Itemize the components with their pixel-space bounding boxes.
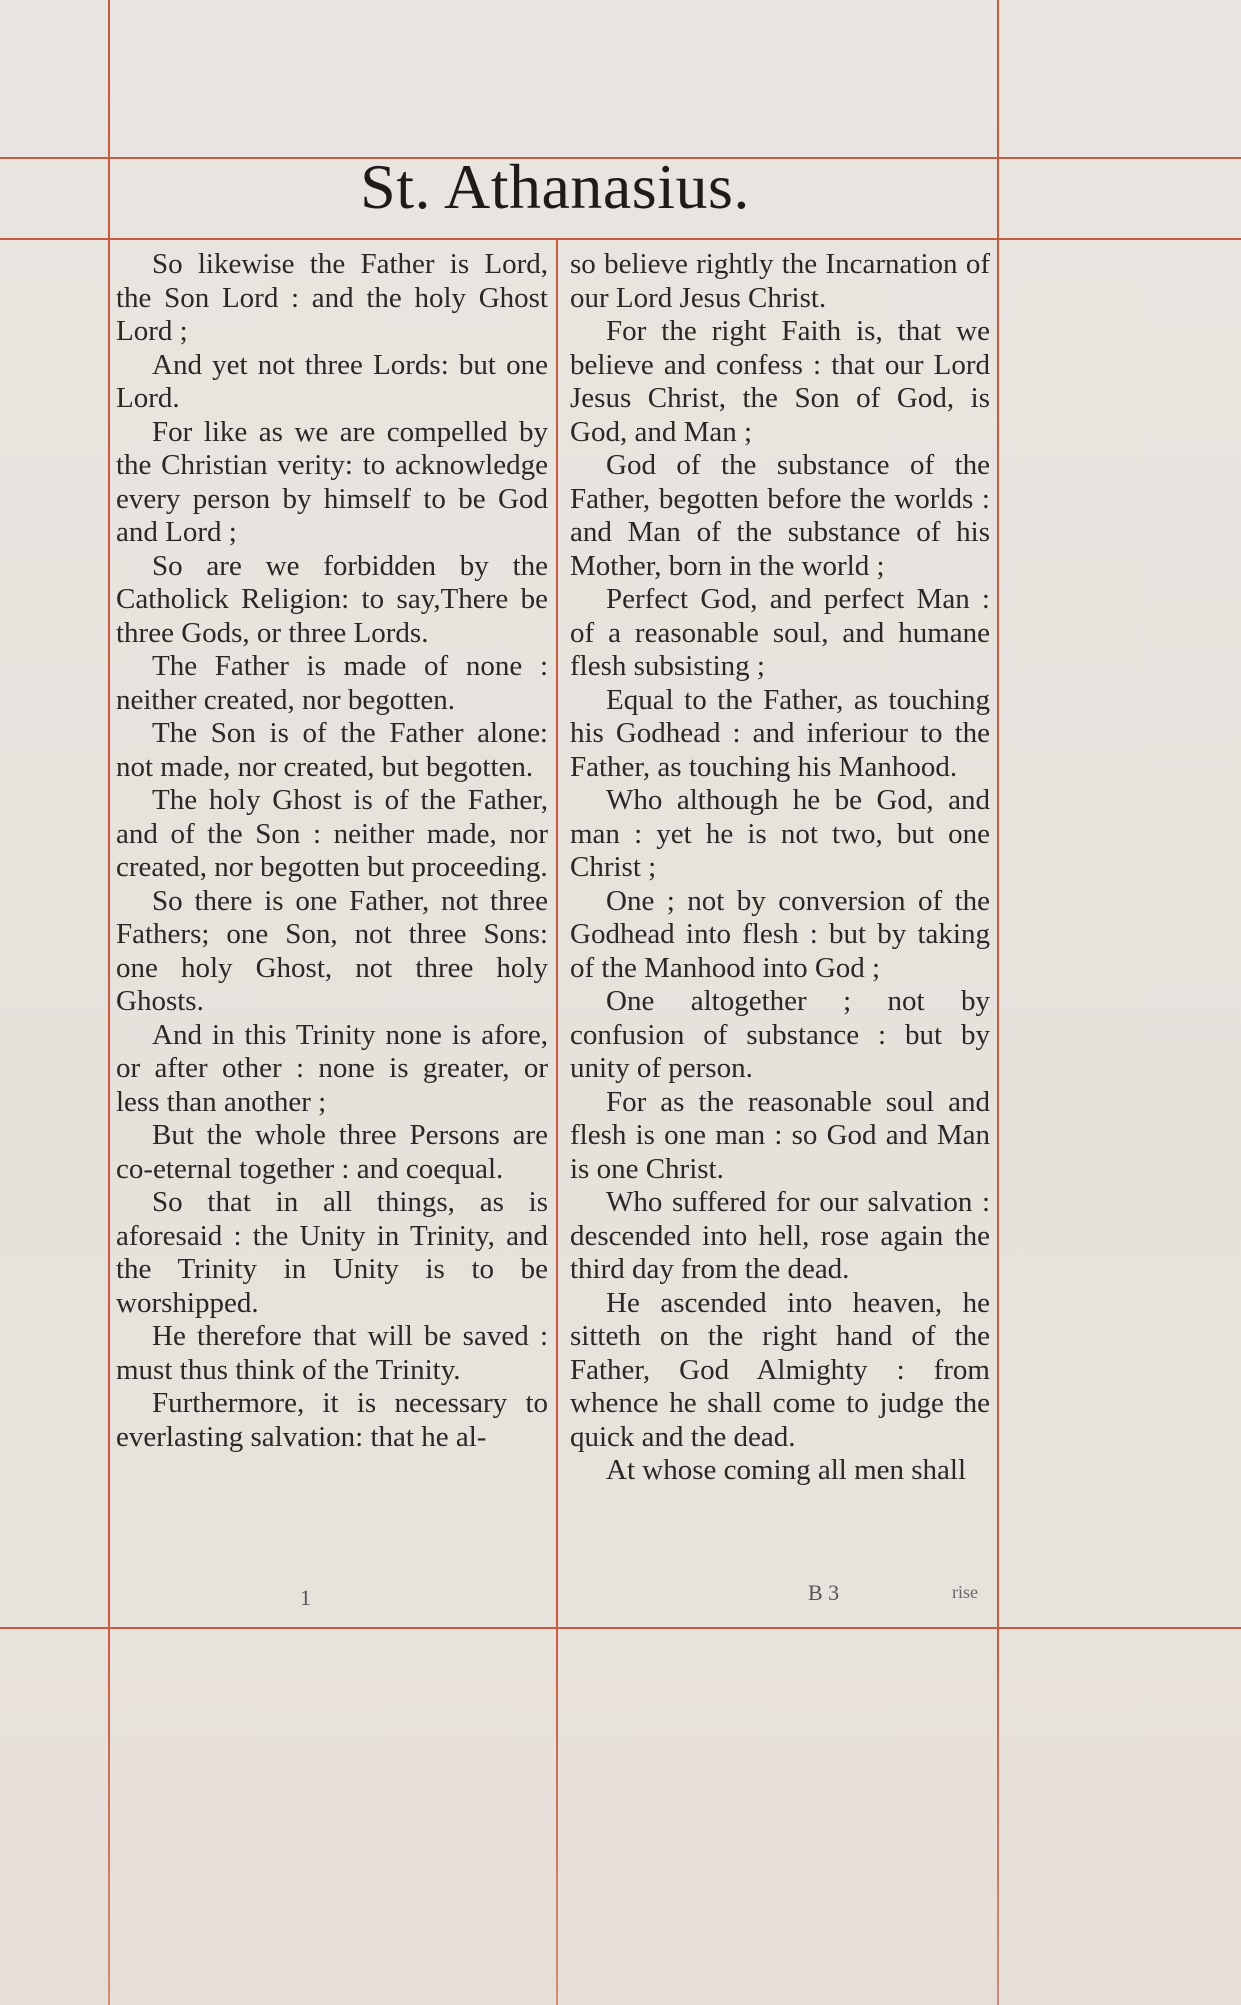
paragraph: One altogether ; not by confusion of substance : but by unity of person. bbox=[570, 985, 990, 1084]
paragraph: Furthermore, it is necessary to everlasting salvation: that he al- bbox=[116, 1387, 548, 1453]
catchword: rise bbox=[952, 1582, 978, 1602]
paragraph: God of the substance of the Father, begotten before the worlds : and Man of the substance of his Mother, born in the world ; bbox=[570, 449, 990, 582]
page-title: St. Athanasius. bbox=[360, 151, 750, 222]
paragraph: The Son is of the Father alone: not made, nor created, but begotten. bbox=[116, 717, 548, 783]
footer-mark: 1 bbox=[300, 1585, 311, 1610]
paragraph: At whose coming all men shall bbox=[606, 1454, 967, 1486]
paragraph: One ; not by conversion of the Godhead into flesh : but by taking of the Manhood into God ; bbox=[570, 884, 990, 984]
paragraph: So there is one Father, not three Fathers; one Son, not three Sons: one holy Ghost, not three holy Ghosts. bbox=[116, 884, 548, 1017]
paragraph: The holy Ghost is of the Father, and of the Son : neither made, nor created, nor begotten but proceeding. bbox=[116, 784, 548, 883]
paragraph: And in this Trinity none is afore, or after other : none is greater, or less than another ; bbox=[116, 1018, 548, 1118]
paragraph: So that in all things, as is aforesaid : the Unity in Trinity, and the Trinity in Unity is to be worshipped. bbox=[116, 1186, 548, 1319]
paragraph: And yet not three Lords: but one Lord. bbox=[116, 348, 548, 414]
paragraph: He ascended into heaven, he sitteth on the right hand of the Father, God Almighty : from whence he shall come to judge the quick and the dead. bbox=[570, 1286, 990, 1453]
paragraph: Equal to the Father, as touching his Godhead : and inferiour to the Father, as touching his Manhood. bbox=[570, 683, 990, 783]
paragraph: For like as we are compelled by the Christian verity: to acknowledge every person by himself to be God and Lord ; bbox=[116, 415, 548, 548]
paragraph: The Father is made of none : neither created, nor begotten. bbox=[116, 650, 548, 716]
paragraph: Who suffered for our salvation : descended into hell, rose again the third day from the dead. bbox=[570, 1186, 990, 1285]
page-stain bbox=[0, 1620, 1241, 2005]
right-column bbox=[570, 248, 990, 1488]
paragraph: He therefore that will be saved : must thus think of the Trinity. bbox=[116, 1320, 548, 1386]
paragraph: So likewise the Father is Lord, the Son Lord : and the holy Ghost Lord ; bbox=[116, 248, 548, 347]
paragraph: Perfect God, and perfect Man : of a reasonable soul, and humane flesh subsisting ; bbox=[570, 583, 990, 682]
paragraph: so believe rightly the Incarnation of our Lord Jesus Christ. bbox=[570, 248, 990, 314]
paragraph: So are we forbidden by the Catholick Religion: to say,There be three Gods, or three Lords. bbox=[116, 549, 548, 649]
left-column bbox=[116, 248, 548, 1454]
signature-mark: B 3 bbox=[808, 1580, 840, 1605]
paragraph: For as the reasonable soul and flesh is one man : so God and Man is one Christ. bbox=[570, 1085, 990, 1185]
paragraph: Who although he be God, and man : yet he is not two, but one Christ ; bbox=[570, 784, 990, 883]
paragraph: For the right Faith is, that we believe and confess : that our Lord Jesus Christ, the Son of God, is God, and Man ; bbox=[570, 315, 990, 448]
paragraph: But the whole three Persons are co-eternal together : and coequal. bbox=[116, 1119, 548, 1185]
rule-line bbox=[0, 238, 1241, 240]
